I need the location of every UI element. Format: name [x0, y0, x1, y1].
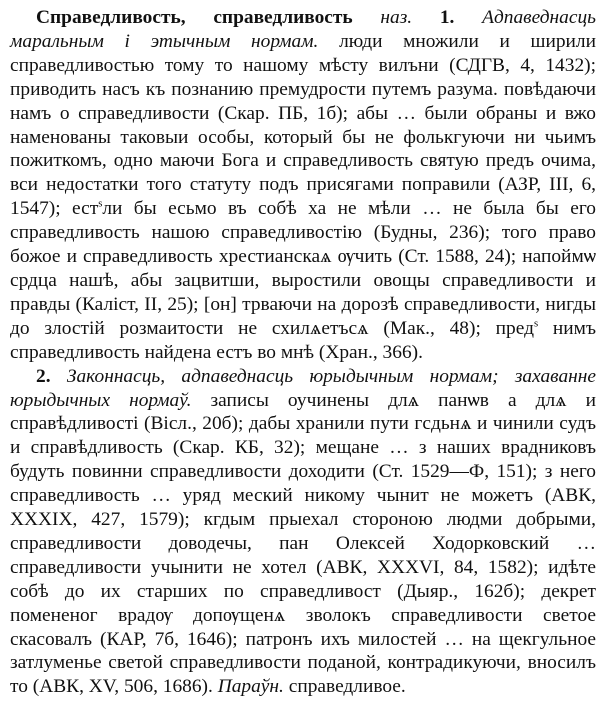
sense-1-definition: Адпаведнасць маральным і этычным нормам.	[10, 7, 596, 52]
headword: Справедливость, справедливость	[36, 7, 353, 28]
sense-2-paragraph	[10, 365, 596, 700]
sense-1-paragraph	[10, 6, 596, 365]
sense-1-number: 1.	[439, 7, 455, 28]
superscript-s-2: s	[533, 317, 539, 330]
compare-text: справедливое.	[288, 676, 406, 698]
sense-1-citations-b: ли бы есьмо въ собѣ ха не мѣли … не была бы его справедливость нашою справедливостію (Будны, 236); того право божое и справедливость хрестианскаѧ ѹчить (Ст. 1588, 24); напоймѡ срдца нашѣ, абы зацвитши, выростили овощы справедливости и правды (Каліст, II, 25); [он] трваючи на дорозѣ справедливости, нигды до злостій розмаитости не схилѧетъсѧ (Мак., 48); пред	[10, 198, 596, 339]
superscript-s-1: s	[98, 197, 103, 210]
part-of-speech: наз.	[380, 7, 413, 28]
sense-1-citations-c: нимъ справедливость найдена естъ во мнѣ (Хран., 366).	[10, 317, 596, 363]
sense-2-definition: Законнасць, адпаведнасць юрыдычным нормам; захаванне юрыдычных нормаў.	[10, 365, 596, 411]
sense-1-citations-a: люди множили и ширили справедливостью тому то нашому мѣсту вилъни (СДГВ, 4, 1432); приводить насъ къ познанию премудрости путемъ разума. повѣдаючи намъ о справедливости (Скар. ПБ, 1б); абы … были обраны и вжо наменованы таковыи особы, который бы не фолькгуючи ни чьимъ пожиткомъ, одно маючи Бога и справедливость святую предъ очима, вси недостатки того статуту подъ присягами поправили (АЗР, III, 6, 1547); ест	[10, 30, 596, 220]
sense-2-citations: записы оучинены длѧ панѡв а длѧ и справѣдливості (Вісл., 20б); дабы хранили пути гсдьнѧ и чинили судъ и справѣдливость (Скар. КБ, 32); мещане … з наших врадниковъ будуть повинни справедливости доходити (Ст. 1529—Ф, 151); з него справедливость … уряд меский никому чынит не можетъ (АВК, XXXIX, 427, 1579); кгдым прыехал стороною людми добрыми, справедливости доводечы, пан Олексей Ходорковский … справедливости учынити не хотел (АВК, XXXVI, 84, 1582); идѣте собѣ до их старших по справедливост (Дыяр., 162б); декрет помененог врадѹ допѹщенѧ зволокъ справедливости светое скасовалъ (КАР, 7б, 1646); патронъ ихъ милостей … на щекгульное затлуменье светой справедливости поданой, контрадикуючи, вносилъ то (АВК, XV, 506, 1686).	[10, 389, 596, 698]
sense-2-number: 2.	[36, 365, 51, 387]
compare-label: Параўн.	[217, 676, 284, 698]
